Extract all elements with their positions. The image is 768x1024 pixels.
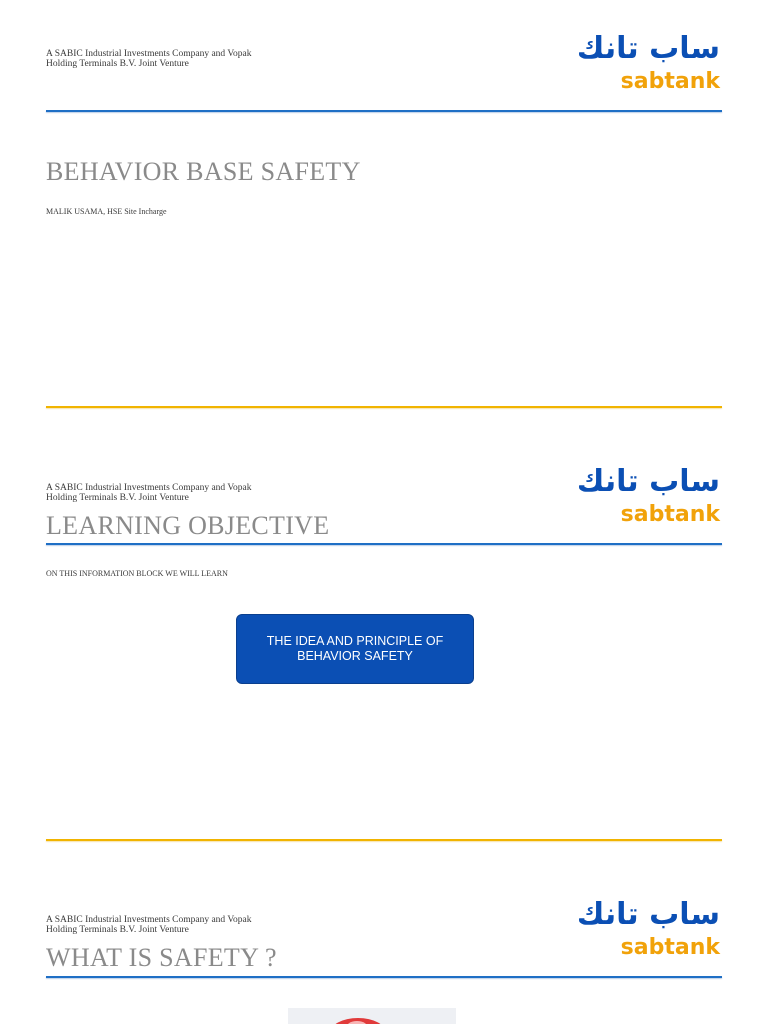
logo-latin-text: sabtank (620, 935, 720, 956)
logo-arabic-text: ساب تانك (576, 464, 720, 499)
logo-arabic-text: ساب تانك (576, 897, 720, 932)
objective-line-2: BEHAVIOR SAFETY (297, 649, 413, 663)
tagline-line-1: A SABIC Industrial Investments Company and Vopak (46, 915, 252, 925)
safety-image (288, 1008, 456, 1024)
slide-title: WHAT IS SAFETY ? (46, 943, 277, 972)
company-tagline (46, 915, 306, 935)
logo-arabic-text: ساب تانك (576, 31, 720, 66)
tagline-line-2: Holding Terminals B.V. Joint Venture (46, 925, 189, 935)
logo-latin-text: sabtank (620, 69, 720, 90)
objective-line-1: THE IDEA AND PRINCIPLE OF (266, 634, 444, 648)
tagline-line-1: A SABIC Industrial Investments Company and Vopak (46, 483, 252, 493)
tagline-line-1: A SABIC Industrial Investments Company and Vopak (46, 49, 252, 59)
sabtank-logo (552, 896, 722, 956)
tagline-line-2: Holding Terminals B.V. Joint Venture (46, 59, 189, 69)
intro-text: ON THIS INFORMATION BLOCK WE WILL LEARN (46, 569, 228, 578)
tagline-line-2: Holding Terminals B.V. Joint Venture (46, 493, 189, 503)
presenter-name: MALIK USAMA, HSE Site Incharge (46, 207, 167, 216)
slide-title: LEARNING OBJECTIVE (46, 511, 330, 540)
header-rule (46, 976, 722, 978)
logo-latin-text: sabtank (620, 502, 720, 523)
slide-title: BEHAVIOR BASE SAFETY (46, 157, 361, 186)
